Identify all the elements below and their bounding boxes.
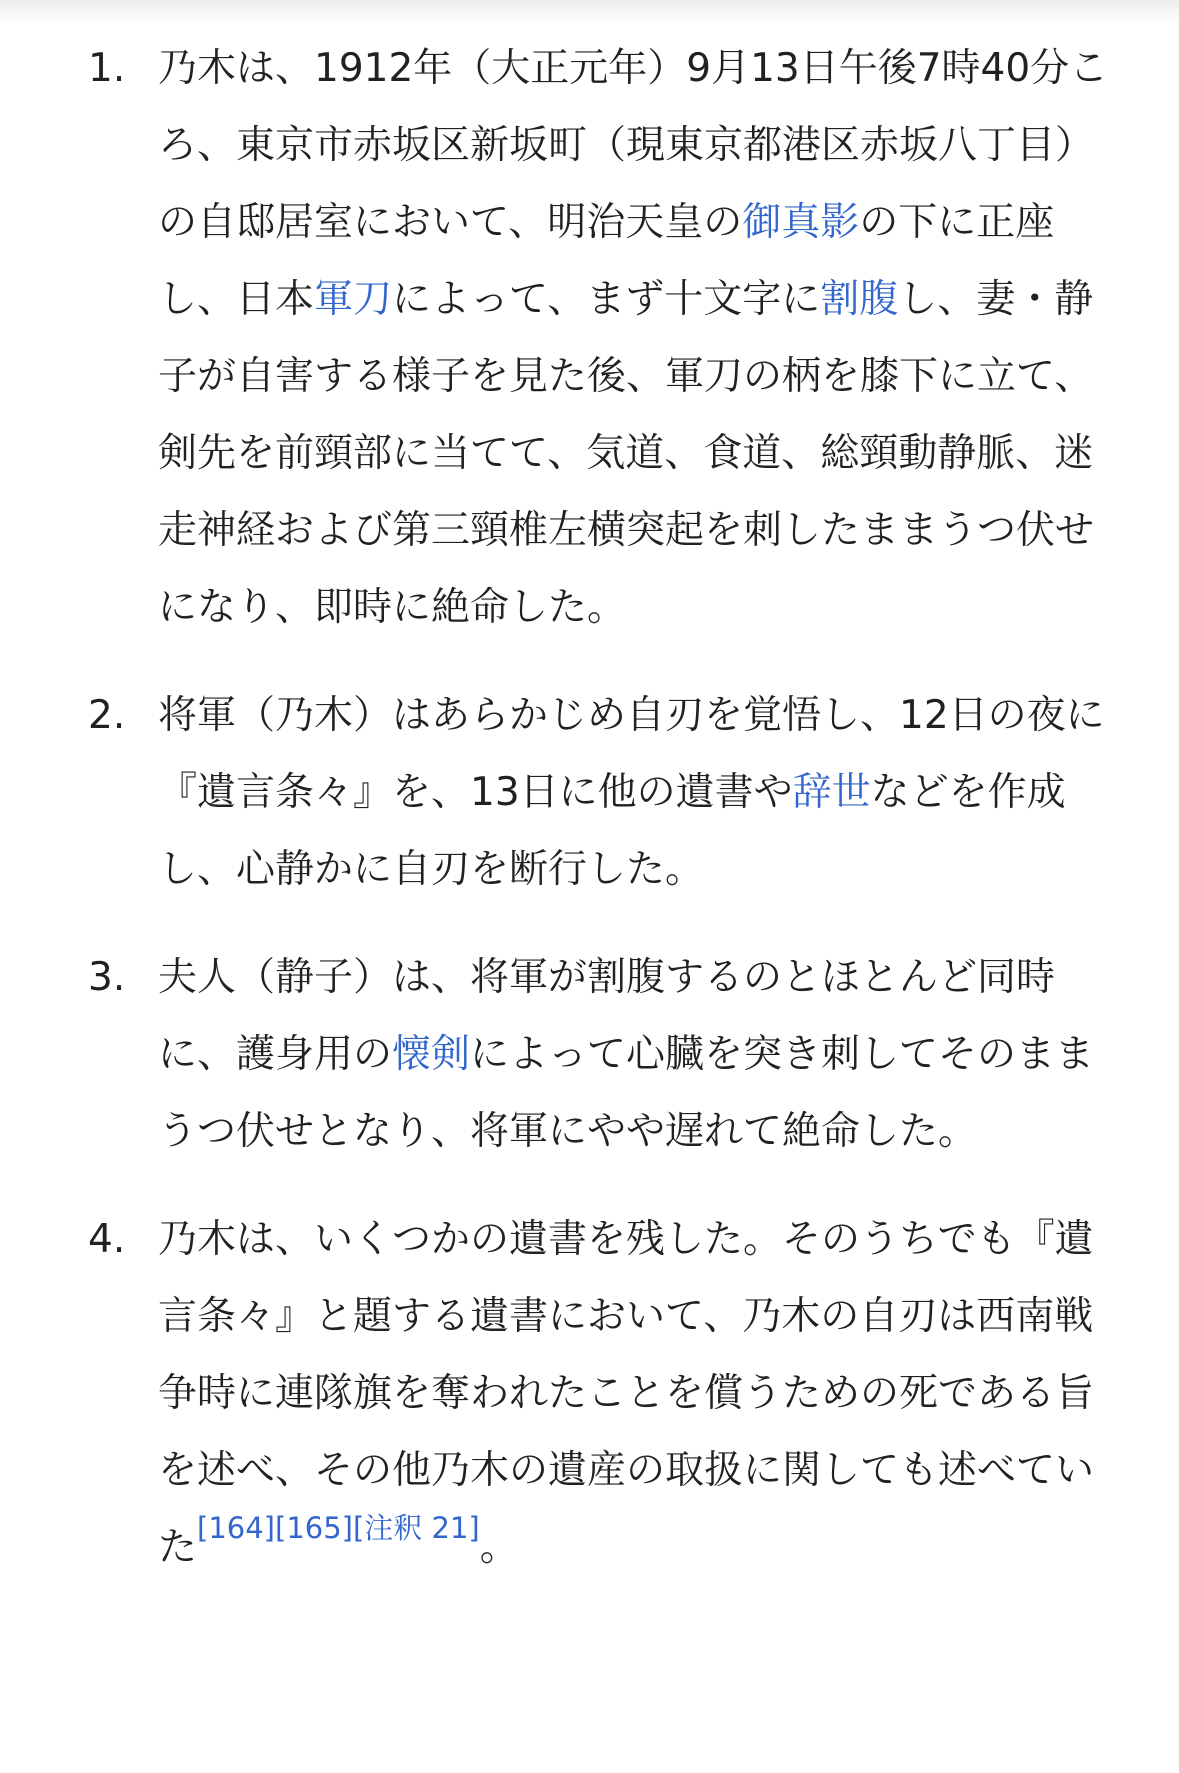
note-number: 3.: [88, 955, 126, 1000]
top-fade-edge: [0, 0, 1179, 24]
citation: [275, 1511, 353, 1545]
note-number: 2.: [88, 693, 126, 738]
note-number: 4.: [88, 1217, 126, 1262]
wiki-link[interactable]: 御真影: [742, 200, 860, 245]
wiki-link[interactable]: 割腹: [820, 277, 899, 322]
note-text-run: 乃木は、1912年（大正元年）9月13日午後7時40分ころ、東京市赤坂区新坂町（現東京都港区赤坂八丁目）の自邸居室において、明治天皇の: [158, 46, 1109, 245]
citation-link[interactable]: [164]: [197, 1511, 275, 1545]
citation: [197, 1511, 275, 1545]
note-item: [0, 677, 1179, 908]
note-number: 1.: [88, 46, 126, 91]
wiki-link[interactable]: 辞世: [792, 770, 871, 815]
notes-list: [0, 30, 1179, 1586]
citation: [353, 1511, 480, 1545]
citation-link[interactable]: [注釈 21]: [352, 1511, 480, 1545]
note-text: [158, 677, 1120, 908]
note-text: [158, 1201, 1120, 1586]
article-content: [0, 30, 1179, 1617]
citation-link[interactable]: [165]: [275, 1511, 353, 1545]
note-text-run: などを作成し、心静かに自刃を断行した。: [158, 770, 1066, 892]
note-text-run: によって心臓を突き刺してそのままうつ伏せとなり、将軍にやや遅れて絶命した。: [158, 1032, 1095, 1154]
note-text-run: の下に正座し、日本: [158, 200, 1055, 322]
note-text-run: によって、まず十文字に: [392, 277, 821, 322]
note-item: [0, 939, 1179, 1170]
note-text: [158, 30, 1120, 646]
note-text-run: 。: [479, 1525, 519, 1570]
wiki-link[interactable]: 軍刀: [314, 277, 393, 322]
note-text: [158, 939, 1120, 1170]
note-text-run: 乃木は、いくつかの遺書を残した。そのうちでも『遺言条々』と題する遺書において、乃木の自刃は西南戦争時に連隊旗を奪われたことを償うための死である旨を述べ、その他乃木の遺産の取扱に関しても述べていた: [158, 1217, 1095, 1570]
note-text-run: し、妻・静子が自害する様子を見た後、軍刀の柄を膝下に立て、剣先を前頸部に当てて、気道、食道、総頸動静脈、迷走神経および第三頸椎左横突起を刺したままうつ伏せになり、即時に絶命した。: [158, 277, 1095, 630]
note-item: [0, 30, 1179, 646]
wiki-link[interactable]: 懐剣: [392, 1032, 471, 1077]
note-item: [0, 1201, 1179, 1586]
note-text-run: 夫人（静子）は、将軍が割腹するのとほとんど同時に、護身用の: [158, 955, 1056, 1077]
note-text-run: 将軍（乃木）はあらかじめ自刃を覚悟し、12日の夜に『遺言条々』を、13日に他の遺書や: [158, 693, 1105, 815]
